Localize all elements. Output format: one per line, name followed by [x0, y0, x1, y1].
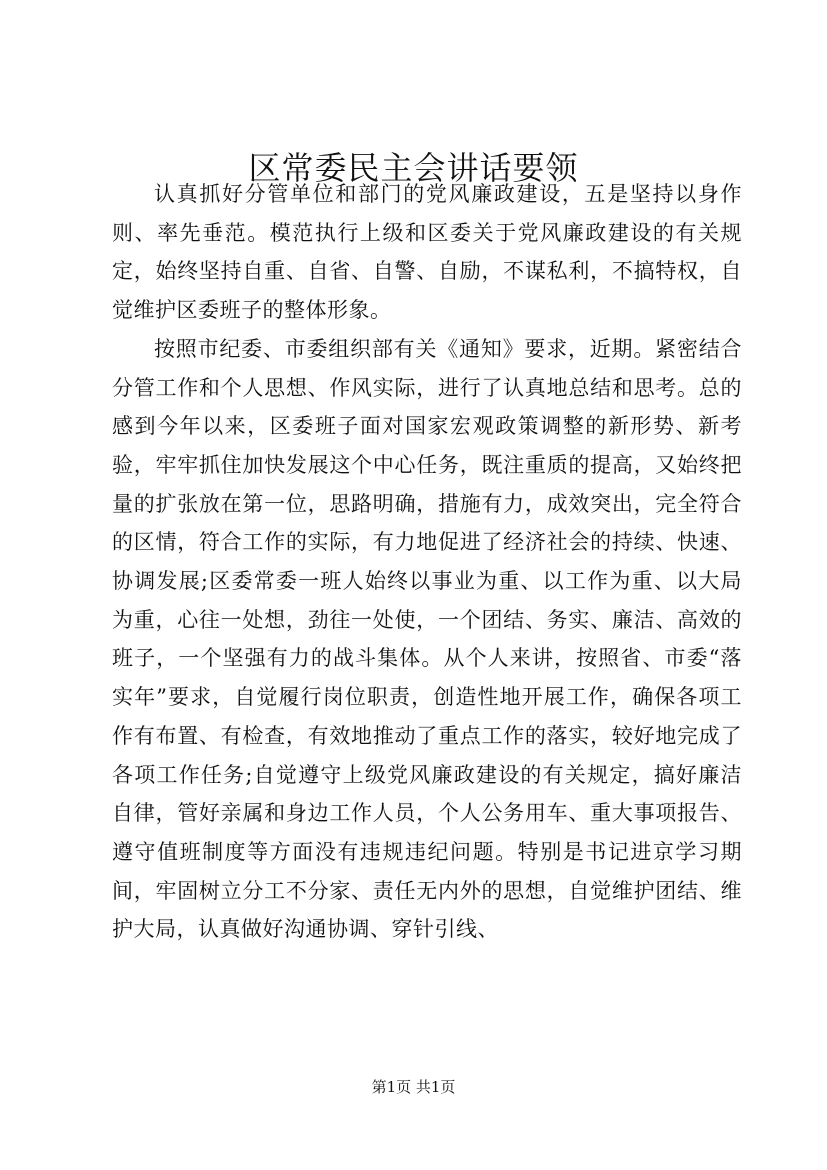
document-body: [112, 175, 742, 949]
page-footer: 第1页 共1页: [371, 1078, 456, 1096]
paragraph-2: 按照市纪委、市委组织部有关《通知》要求，近期。紧密结合分管工作和个人思想、作风实际，进行了认真地总结和思考。总的感到今年以来，区委班子面对国家宏观政策调整的新形势、新考验，牢牢抓住加快发展这个中心任务，既注重质的提高，又始终把量的扩张放在第一位，思路明确，措施有力，成效突出，完全符合的区情，符合工作的实际，有力地促进了经济社会的持续、快速、协调发展;区委常委一班人始终以事业为重、以工作为重、以大局为重，心往一处想，劲往一处使，一个团结、务实、廉洁、高效的班子，一个坚强有力的战斗集体。从个人来讲，按照省、市委“落实年”要求，自觉履行岗位职责，创造性地开展工作，确保各项工作有布置、有检查，有效地推动了重点工作的落实，较好地完成了各项工作任务;自觉遵守上级党风廉政建设的有关规定，搞好廉洁自律，管好亲属和身边工作人员，个人公务用车、重大事项报告、遵守值班制度等方面没有违规违纪问题。特别是书记进京学习期间，牢固树立分工不分家、责任无内外的思想，自觉维护团结、维护大局，认真做好沟通协调、穿针引线、: [112, 336, 742, 942]
document-title: 区常委民主会讲话要领: [248, 149, 579, 187]
paragraph-1: 认真抓好分管单位和部门的党风廉政建设，五是坚持以身作则、率先垂范。模范执行上级和区委关于党风廉政建设的有关规定，始终坚持自重、自省、自警、自励，不谋私利，不搞特权，自觉维护区委班子的整体形象。: [112, 182, 742, 323]
